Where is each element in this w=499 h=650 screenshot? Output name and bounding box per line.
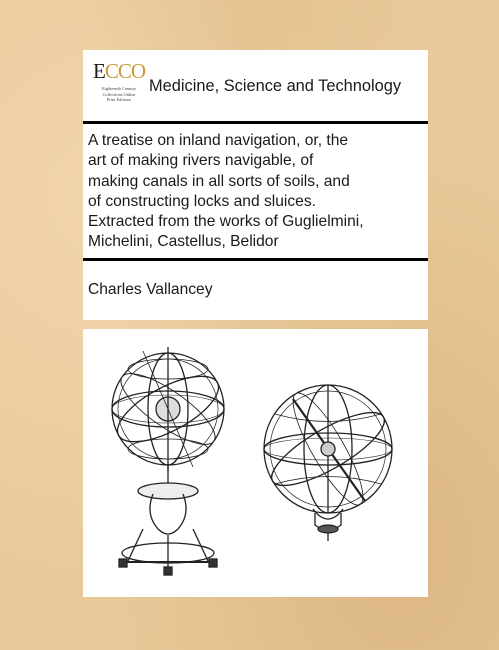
ecco-logo-mark: ECCO: [93, 59, 146, 83]
book-title: [88, 131, 428, 253]
title-line: of constructing locks and sluices.: [88, 192, 316, 210]
cover-header-panel: [83, 50, 428, 320]
author-name: Charles Vallancey: [88, 281, 213, 298]
armillary-sphere-left-icon: [108, 347, 228, 575]
title-line: A treatise on inland navigation, or, the: [88, 132, 349, 149]
title-line: making canals in all sorts of soils, and: [88, 172, 350, 190]
series-title: Medicine, Science and Technology: [149, 77, 402, 95]
title-line: Extracted from the works of Guglielmini,: [88, 213, 364, 231]
cover-illustration-panel: [83, 329, 428, 597]
armillary-spheres-illustration: [83, 329, 428, 597]
divider-rule: [83, 121, 428, 124]
title-line: Michelini, Castellus, Belidor: [88, 233, 279, 251]
ecco-logo: [94, 58, 144, 120]
armillary-sphere-right-icon: [263, 385, 394, 541]
title-line: art of making rivers navigable, of: [88, 152, 314, 170]
divider-rule: [83, 258, 428, 261]
ecco-logo-caption: Eighteenth Century Collections Online Print Editions: [101, 86, 137, 103]
